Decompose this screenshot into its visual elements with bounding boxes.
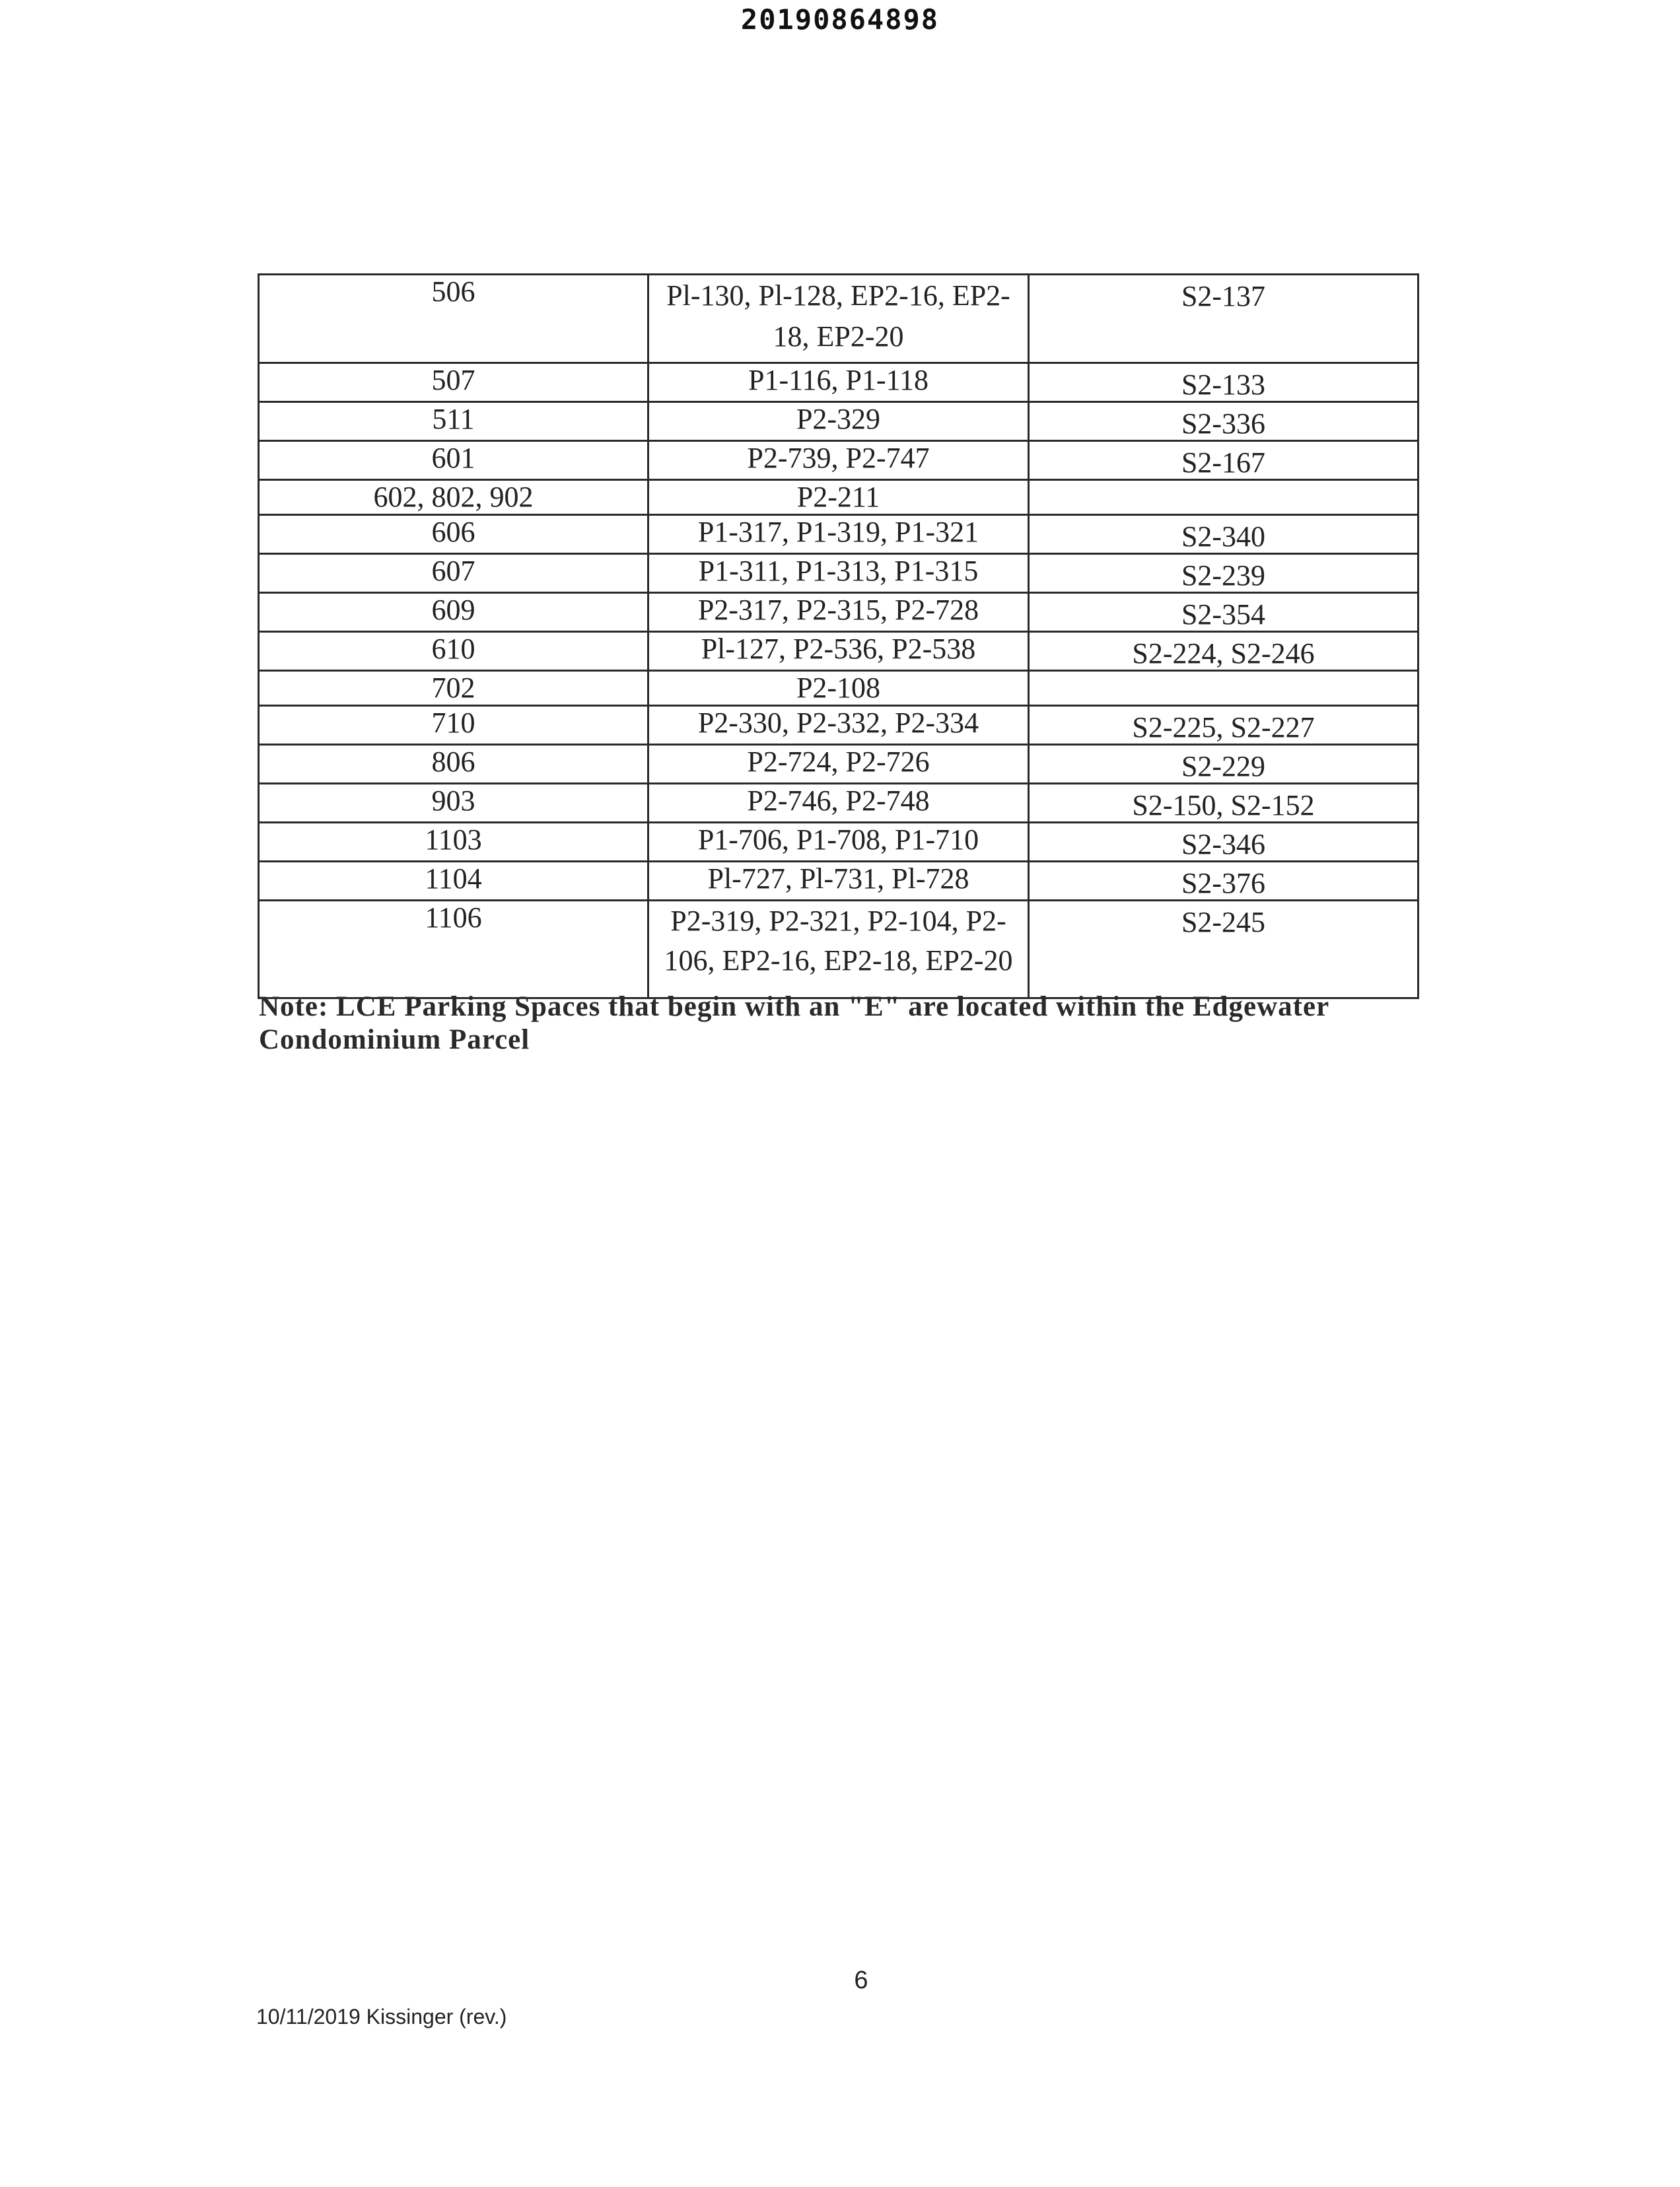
storage-cell: S2-137 (1029, 275, 1418, 363)
storage-cell: S2-354 (1029, 593, 1418, 632)
revision-footer: 10/11/2019 Kissinger (rev.) (256, 2005, 507, 2029)
storage-cell (1029, 480, 1418, 515)
lce-parking-cell: Pl-727, Pl-731, Pl-728 (648, 862, 1029, 901)
storage-cell: S2-150, S2-152 (1029, 784, 1418, 823)
unit-cell: 710 (259, 706, 648, 745)
storage-cell: S2-133 (1029, 363, 1418, 402)
table-row (259, 554, 1418, 593)
unit-cell: 606 (259, 515, 648, 554)
page-number: 6 (854, 1966, 868, 1994)
lce-parking-cell: P2-739, P2-747 (648, 441, 1029, 480)
storage-cell: S2-346 (1029, 823, 1418, 862)
table-row (259, 363, 1418, 402)
lce-parking-cell: P2-330, P2-332, P2-334 (648, 706, 1029, 745)
table-row (259, 441, 1418, 480)
table-row (259, 823, 1418, 862)
storage-cell: S2-340 (1029, 515, 1418, 554)
table-row (259, 784, 1418, 823)
table-row (259, 402, 1418, 441)
table-row (259, 745, 1418, 784)
unit-cell: 602, 802, 902 (259, 480, 648, 515)
lce-parking-cell: P1-116, P1-118 (648, 363, 1029, 402)
table-row (259, 632, 1418, 671)
unit-cell: 1106 (259, 901, 648, 998)
table-row (259, 901, 1418, 998)
table-row (259, 593, 1418, 632)
lce-parking-cell: Pl-130, Pl-128, EP2-16, EP2-18, EP2-20 (648, 275, 1029, 363)
storage-cell: S2-167 (1029, 441, 1418, 480)
lce-parking-cell: P2-329 (648, 402, 1029, 441)
unit-cell: 702 (259, 671, 648, 706)
lce-parking-cell: P2-746, P2-748 (648, 784, 1029, 823)
storage-cell: S2-224, S2-246 (1029, 632, 1418, 671)
lce-parking-cell: P1-311, P1-313, P1-315 (648, 554, 1029, 593)
table-row (259, 515, 1418, 554)
lce-parking-cell: P2-211 (648, 480, 1029, 515)
table-row (259, 862, 1418, 901)
unit-cell: 610 (259, 632, 648, 671)
unit-cell: 607 (259, 554, 648, 593)
storage-cell: S2-376 (1029, 862, 1418, 901)
table-row (259, 480, 1418, 515)
storage-cell: S2-336 (1029, 402, 1418, 441)
lce-parking-cell: Pl-127, P2-536, P2-538 (648, 632, 1029, 671)
storage-cell: S2-245 (1029, 901, 1418, 998)
lce-parking-cell: P2-724, P2-726 (648, 745, 1029, 784)
lce-parking-cell: P1-317, P1-319, P1-321 (648, 515, 1029, 554)
storage-cell: S2-229 (1029, 745, 1418, 784)
unit-cell: 506 (259, 275, 648, 363)
lce-parking-cell: P2-317, P2-315, P2-728 (648, 593, 1029, 632)
table-row (259, 706, 1418, 745)
lce-parking-cell: P1-706, P1-708, P1-710 (648, 823, 1029, 862)
table-row (259, 671, 1418, 706)
storage-cell: S2-225, S2-227 (1029, 706, 1418, 745)
storage-cell (1029, 671, 1418, 706)
unit-cell: 609 (259, 593, 648, 632)
unit-cell: 806 (259, 745, 648, 784)
unit-cell: 507 (259, 363, 648, 402)
document-number: 20190864898 (740, 3, 940, 36)
unit-cell: 903 (259, 784, 648, 823)
unit-cell: 511 (259, 402, 648, 441)
unit-cell: 1104 (259, 862, 648, 901)
parking-assignment-table (258, 273, 1419, 999)
lce-parking-cell: P2-108 (648, 671, 1029, 706)
unit-cell: 1103 (259, 823, 648, 862)
unit-cell: 601 (259, 441, 648, 480)
lce-parking-cell: P2-319, P2-321, P2-104, P2-106, EP2-16, EP2-18, EP2-20 (648, 901, 1029, 998)
storage-cell: S2-239 (1029, 554, 1418, 593)
table-row (259, 275, 1418, 363)
table-note: Note: LCE Parking Spaces that begin with an "E" are located within the Edgewater Condominium Parcel (259, 991, 1329, 1055)
